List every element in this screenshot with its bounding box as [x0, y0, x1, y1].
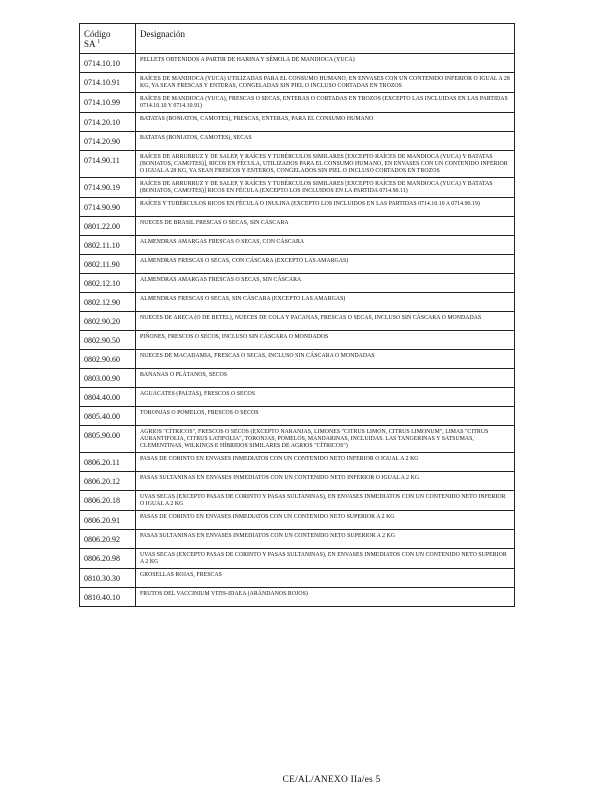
table-row [80, 331, 515, 350]
code-column-header [80, 24, 136, 54]
table-row [80, 569, 515, 588]
table-row [80, 132, 515, 151]
hs-code-cell: 0714.90.90 [80, 198, 136, 217]
table-row [80, 369, 515, 388]
designation-cell: NUECES DE BRASIL FRESCAS O SECAS, SIN CÁSCARA [136, 217, 515, 236]
table-row [80, 255, 515, 274]
designation-cell: PELLETS OBTENIDOS A PARTIR DE HARINA Y SÉMOLA DE MANDIOCA (YUCA) [136, 54, 515, 73]
hs-code-cell: 0803.00.90 [80, 369, 136, 388]
designation-cell: ALMENDRAS AMARGAS FRESCAS O SECAS, CON CÁSCARA [136, 236, 515, 255]
table-row [80, 113, 515, 132]
designation-cell: PIÑONES, FRESCOS O SECOS, INCLUSO SIN CÁSCARA O MONDADOS [136, 331, 515, 350]
table-row [80, 453, 515, 472]
designation-column-header: Designación [136, 24, 515, 54]
designation-cell: FRUTOS DEL VACCINIUM VITIS-IDAEA (ARÁNDANOS ROJOS) [136, 588, 515, 607]
designation-cell: RAÍCES DE MANDIOCA (YUCA) UTILIZADAS PARA EL CONSUMO HUMANO, EN ENVASES CON UN CONTENIDO INFERIOR O IGUAL A 28 KG, YA SEAN FRESCAS Y ENTERAS, CONGELADAS SIN PIEL O INCLUSO CORTADAS EN TROZOS [136, 73, 515, 93]
designation-cell: PASAS DE CORINTO EN ENVASES INMEDIATOS CON UN CONTENIDO NETO INFERIOR O IGUAL A 2 KG [136, 453, 515, 472]
hs-code-cell: 0806.20.92 [80, 530, 136, 549]
hs-code-cell: 0802.12.90 [80, 293, 136, 312]
table-row [80, 388, 515, 407]
table-row [80, 588, 515, 607]
table-row [80, 274, 515, 293]
hs-code-cell: 0810.40.10 [80, 588, 136, 607]
tariff-table [79, 23, 515, 607]
table-row [80, 73, 515, 93]
hs-code-cell: 0806.20.98 [80, 549, 136, 569]
table-row [80, 426, 515, 453]
designation-cell: AGRIOS "CÍTRICOS", FRESCOS O SECOS (EXCEPTO NARANJAS, LIMONES "CITRUS LIMON, CITRUS LIMONUM", LIMAS "CITRUS AURANTIFOLIA, CITRUS LATIFOLIA", TORONJAS, POMELOS, MANDARINAS, INCLUIDAS. LAS TANGERINAS Y SATSUMAS, CLEMENTINAS, WILKINGS E HÍBRIDOS SIMILARES DE AGRIOS "CÍTRICOS") [136, 426, 515, 453]
table-row [80, 312, 515, 331]
designation-cell: PASAS SULTANINAS EN ENVASES INMEDIATOS CON UN CONTENIDO NETO SUPERIOR A 2 KG [136, 530, 515, 549]
table-body [80, 54, 515, 607]
designation-cell: UVAS SECAS (EXCEPTO PASAS DE CORINTO Y PASAS SULTANINAS), EN ENVASES INMEDIATOS CON UN CONTENIDO NETO SUPERIOR A 2 KG [136, 549, 515, 569]
designation-cell: ALMENDRAS FRESCAS O SECAS, SIN CÁSCARA (EXCEPTO LAS AMARGAS) [136, 293, 515, 312]
page-footer: CE/AL/ANEXO IIa/es 5 [282, 775, 381, 785]
hs-code-cell: 0804.40.00 [80, 388, 136, 407]
code-header-sub: SA [84, 39, 96, 49]
hs-code-cell: 0802.11.90 [80, 255, 136, 274]
hs-code-cell: 0714.90.19 [80, 178, 136, 198]
table-row [80, 217, 515, 236]
designation-cell: AGUACATES (PALTAS), FRESCOS O SECOS [136, 388, 515, 407]
table-row [80, 472, 515, 491]
designation-cell: GROSELLAS ROJAS, FRESCAS [136, 569, 515, 588]
table-header-row [80, 24, 515, 54]
designation-cell: RAÍCES DE MANDIOCA (YUCA), FRESCAS O SECAS, ENTERAS O CORTADAS EN TROZOS (EXCEPTO LAS INCLUIDAS EN LAS PARTIDAS 0714.10.10 Y 0714.10.91) [136, 93, 515, 113]
designation-cell: BANANAS O PLÁTANOS, SECOS [136, 369, 515, 388]
code-header-title: Código [84, 29, 111, 39]
footnote-marker: 1 [97, 39, 101, 45]
table-row [80, 54, 515, 73]
designation-cell: ALMENDRAS AMARGAS FRESCAS O SECAS, SIN CÁSCARA [136, 274, 515, 293]
hs-code-cell: 0810.30.30 [80, 569, 136, 588]
hs-code-cell: 0806.20.18 [80, 491, 136, 511]
designation-cell: RAÍCES DE ARRURRUZ Y DE SALEP, Y RAÍCES Y TUBÉRCULOS SIMILARES [EXCEPTO RAÍCES DE MANDIOCA (YUCA) Y BATATAS (BONIATOS, CAMOTES)] RICOS EN FÉCULA (EXCEPTO LOS INCLUIDOS EN LA PARTIDA 0714.90.11) [136, 178, 515, 198]
hs-code-cell: 0806.20.12 [80, 472, 136, 491]
hs-code-cell: 0801.22.00 [80, 217, 136, 236]
hs-code-cell: 0805.90.00 [80, 426, 136, 453]
hs-code-cell: 0806.20.91 [80, 511, 136, 530]
table-row [80, 151, 515, 178]
table-row [80, 293, 515, 312]
hs-code-cell: 0714.10.99 [80, 93, 136, 113]
table-row [80, 93, 515, 113]
designation-cell: UVAS SECAS (EXCEPTO PASAS DE CORINTO Y PASAS SULTANINAS), EN ENVASES INMEDIATOS CON UN CONTENIDO NETO INFERIOR O IGUAL A 2 KG [136, 491, 515, 511]
designation-cell: NUECES DE MACADAMIA, FRESCAS O SECAS, INCLUSO SIN CÁSCARA O MONDADAS [136, 350, 515, 369]
hs-code-cell: 0714.10.10 [80, 54, 136, 73]
hs-code-cell: 0714.20.10 [80, 113, 136, 132]
designation-cell: NUECES DE ARECA (O DE BETEL), NUECES DE COLA Y PACANAS, FRESCAS O SECAS, INCLUSO SIN CÁSCARA O MONDADAS [136, 312, 515, 331]
hs-code-cell: 0714.90.11 [80, 151, 136, 178]
designation-cell: PASAS SULTANINAS EN ENVASES INMEDIATOS CON UN CONTENIDO NETO INFERIOR O IGUAL A 2 KG [136, 472, 515, 491]
hs-code-cell: 0802.90.50 [80, 331, 136, 350]
hs-code-cell: 0714.10.91 [80, 73, 136, 93]
designation-cell: BATATAS (BONIATOS, CAMOTES), FRESCAS, ENTERAS, PARA EL CONSUMO HUMANO [136, 113, 515, 132]
designation-cell: TORONJAS O POMELOS, FRESCOS O SECOS [136, 407, 515, 426]
designation-cell: PASAS DE CORINTO EN ENVASES INMEDIATOS CON UN CONTENIDO NETO SUPERIOR A 2 KG [136, 511, 515, 530]
designation-cell: BATATAS (BONIATOS, CAMOTES), SECAS [136, 132, 515, 151]
hs-code-cell: 0802.11.10 [80, 236, 136, 255]
table-row [80, 350, 515, 369]
table-row [80, 198, 515, 217]
hs-code-cell: 0802.90.20 [80, 312, 136, 331]
table-row [80, 178, 515, 198]
hs-code-cell: 0806.20.11 [80, 453, 136, 472]
designation-cell: RAÍCES Y TUBÉRCULOS RICOS EN FÉCULA O INULINA (EXCEPTO LOS INCLUIDOS EN LAS PARTIDAS 0714.10.10 A 0714.90.19) [136, 198, 515, 217]
designation-cell: ALMENDRAS FRESCAS O SECAS, CON CÁSCARA (EXCEPTO LAS AMARGAS) [136, 255, 515, 274]
hs-code-cell: 0802.90.60 [80, 350, 136, 369]
hs-code-cell: 0805.40.00 [80, 407, 136, 426]
table-row [80, 407, 515, 426]
hs-code-cell: 0714.20.90 [80, 132, 136, 151]
table-row [80, 236, 515, 255]
table-row [80, 530, 515, 549]
designation-cell: RAÍCES DE ARRURRUZ Y DE SALEP, Y RAÍCES Y TUBÉRCULOS SIMILARES [EXCEPTO RAÍCES DE MANDIOCA (YUCA) Y BATATAS (BONIATOS, CAMOTES)], RICOS EN FÉCULA, UTILIZADOS PARA EL CONSUMO HUMANO, EN ENVASES CON UN CONTENIDO INFERIOR O IGUAL A 28 KG, YA SEAN FRESCOS Y ENTEROS, CONGELADOS SIN PIEL O INCLUSO CORTADOS EN TROZOS [136, 151, 515, 178]
hs-code-cell: 0802.12.10 [80, 274, 136, 293]
table-row [80, 491, 515, 511]
table-row [80, 511, 515, 530]
table-row [80, 549, 515, 569]
